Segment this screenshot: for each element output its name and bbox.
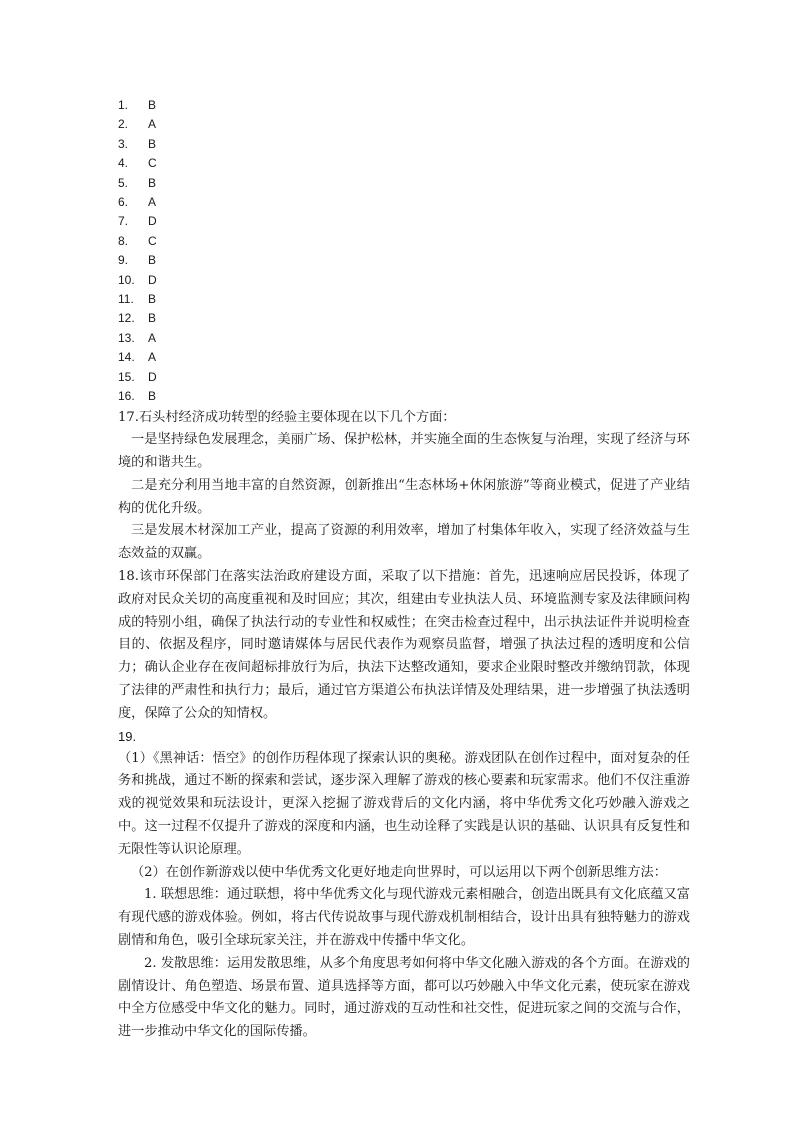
question-17-point-3: 三是发展木材深加工产业，提高了资源的利用效率，增加了村集体年收入，实现了经济效益与生态效益的双赢。 (118, 523, 690, 562)
question-19-method-2: 2. 发散思维：运用发散思维，从多个角度思考如何将中华文化融入游戏的各个方面。在游戏的剧情设计、角色塑造、场景布置、道具选择等方面，都可以巧妙融入中华文化元素，使玩家在游戏中全方位感受中华文化的魅力。同时，通过游戏的互动性和社交性，促进玩家之间的交流与合作，进一步推动中华文化的国际传播。 (118, 955, 690, 1040)
answer-item: 2. A (118, 117, 157, 132)
answer-item: 10. D (118, 272, 157, 287)
answer-item: 1. B (118, 98, 157, 112)
answer-item: 13. A (118, 330, 157, 345)
answer-item: 16. B (118, 389, 157, 404)
answer-item: 11. B (118, 292, 157, 307)
answer-item: 12. B (118, 311, 157, 326)
question-19-heading: 19. (118, 728, 137, 744)
multiple-choice-answers (118, 96, 690, 407)
question-17-heading: 17.石头村经济成功转型的经验主要体现在以下几个方面： (118, 409, 456, 425)
answer-item: 9. B (118, 253, 157, 268)
answer-item: 4. C (118, 156, 157, 171)
answer-item: 14. A (118, 350, 157, 365)
answer-item: 8. C (118, 233, 157, 248)
question-17-point-2: 二是充分利用当地丰富的自然资源，创新推出“生态林场+休闲旅游”等商业模式，促进了产业结构的优化升级。 (118, 477, 690, 516)
answer-item: 6. A (118, 195, 157, 210)
answer-item: 5. B (118, 175, 157, 190)
answer-item: 15. D (118, 369, 157, 384)
question-19-part-1: （1）《黑神话：悟空》的创作历程体现了探索认识的奥秘。游戏团队在创作过程中，面对复杂的任务和挑战，通过不断的探索和尝试，逐步深入理解了游戏的核心要素和玩家需求。他们不仅注重游戏的视觉效果和玩法设计，更深入挖掘了游戏背后的文化内涵，将中华优秀文化巧妙融入游戏之中。这一过程不仅提升了游戏的深度和内涵，也生动诠释了实践是认识的基础、认识具有反复性和无限性等认识论原理。 (118, 750, 690, 857)
question-18-text: 18.该市环保部门在落实法治政府建设方面，采取了以下措施：首先，迅速响应居民投诉，体现了政府对民众关切的高度重视和及时回应；其次，组建由专业执法人员、环境监测专家及法律顾问构成的特别小组，确保了执法行动的专业性和权威性；在突击检查过程中，出示执法证件并说明检查目的、依据及程序，同时邀请媒体与居民代表作为观察员监督，增强了执法过程的透明度和公信力；确认企业存在夜间超标排放行为后，执法下达整改通知，要求企业限时整改并缴纳罚款，体现了法律的严肃性和执行力；最后，通过官方渠道公布执法详情及处理结果，进一步增强了执法透明度，保障了公众的知情权。 (118, 569, 690, 721)
answer-item: 3. B (118, 136, 157, 151)
question-18-answer (118, 566, 690, 726)
question-17-answer (118, 407, 690, 567)
question-19-method-1: 1. 联想思维：通过联想，将中华优秀文化与现代游戏元素相融合，创造出既具有文化底蕴又富有现代感的游戏体验。例如，将古代传说故事与现代游戏机制相结合，设计出具有独特魅力的游戏剧情和角色，吸引全球玩家关注，并在游戏中传播中华文化。 (118, 887, 690, 949)
answer-item: 7. D (118, 214, 157, 229)
question-17-point-1: 一是坚持绿色发展理念，美丽广场、保护松林，并实施全面的生态恢复与治理，实现了经济与环境的和谐共生。 (118, 432, 690, 471)
question-19-part-2-intro: （2）在创作新游戏以使中华优秀文化更好地走向世界时，可以运用以下两个创新思维方法： (131, 864, 667, 880)
question-19-answer (118, 726, 690, 1044)
